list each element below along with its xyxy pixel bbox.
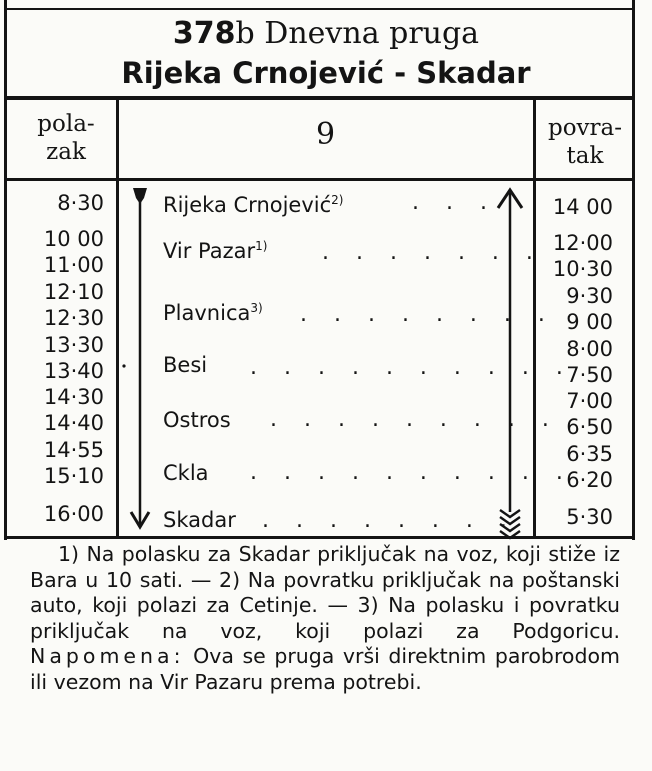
station-name: Besi — [163, 353, 208, 377]
return-time: 14 00 — [552, 195, 613, 219]
return-time: 6·35 — [566, 442, 613, 466]
departure-header-line-2: zak — [46, 139, 86, 165]
leader-dots: . . . . . . . . — [262, 508, 517, 533]
table-number: 378 — [172, 16, 236, 51]
return-time: 7·00 — [566, 389, 613, 413]
departure-time: 15·10 — [43, 464, 104, 488]
departure-time: 13·30 — [43, 333, 104, 357]
departure-time: 14·30 — [43, 385, 104, 409]
footnote-body: 1) Na polasku za Skadar priključak na voz, koji stiže iz Bara u 10 sati. — 2) Na povratku priključak na poštanski auto, koji polazi za Cetinje. — 3) Na polasku i povratku priključak na voz, koji polazi za Podgoricu. — [30, 542, 620, 643]
train-number: 9 — [315, 117, 336, 152]
stray-dot — [122, 364, 125, 367]
leader-dots: . . . — [412, 190, 497, 215]
leader-dots: . . . . . . . . . — [270, 407, 559, 432]
departure-header-line-1: pola- — [37, 111, 95, 137]
station-name: Ostros — [163, 408, 231, 432]
downward-arrow — [131, 188, 149, 527]
return-time: 5·30 — [566, 505, 613, 529]
leader-dots: . . . . . . . . . . — [250, 460, 573, 485]
return-header-line-1: povra- — [547, 115, 623, 141]
leader-dots: . . . . . . . . — [300, 302, 555, 327]
station-name: Rijeka Crnojević — [163, 193, 332, 217]
departure-time: 10 00 — [43, 227, 104, 251]
station-note: 3) — [250, 301, 263, 315]
departure-time: 8·30 — [57, 191, 104, 215]
departure-time: 12·10 — [43, 280, 104, 304]
departure-time: 13·40 — [43, 359, 104, 383]
footnote-text — [30, 542, 620, 695]
departure-time: 14·40 — [43, 411, 104, 435]
station-name: Ckla — [163, 461, 209, 485]
return-time: 7·50 — [566, 363, 613, 387]
arrow-fletching-icon — [500, 510, 520, 538]
station-name: Plavnica — [163, 301, 251, 325]
station-note: 2) — [331, 193, 344, 207]
return-time: 12·00 — [552, 231, 613, 255]
departure-time: 14·55 — [43, 438, 104, 462]
station-name: Skadar — [163, 508, 236, 532]
leader-dots: . . . . . . . — [322, 240, 543, 265]
return-time: 6·50 — [566, 415, 613, 439]
return-time: 9·30 — [566, 284, 613, 308]
return-time: 8·00 — [566, 337, 613, 361]
table-suffix: b — [235, 16, 255, 51]
footnotes — [30, 542, 620, 695]
return-time: 10·30 — [552, 257, 613, 281]
station-name: Vir Pazar — [163, 239, 256, 263]
napomena-text: Ova se pruga vrši direktnim parobrodom ili vezom na Vir Pazaru prema potrebi. — [30, 644, 620, 694]
leader-dots: . . . . . . . . . . — [250, 355, 573, 380]
departure-time: 16·00 — [43, 502, 104, 526]
napomena-label: Napomena: — [30, 644, 185, 668]
route-title: Rijeka Crnojević - Skadar — [121, 56, 531, 90]
return-time: 9 00 — [566, 310, 613, 334]
return-time: 6·20 — [566, 468, 613, 492]
return-header-line-2: tak — [566, 143, 604, 169]
station-note: 1) — [255, 239, 268, 253]
line-name: Dnevna pruga — [264, 16, 480, 51]
upward-arrow — [498, 190, 522, 538]
departure-time: 12·30 — [43, 306, 104, 330]
departure-time: 11·00 — [43, 253, 104, 277]
